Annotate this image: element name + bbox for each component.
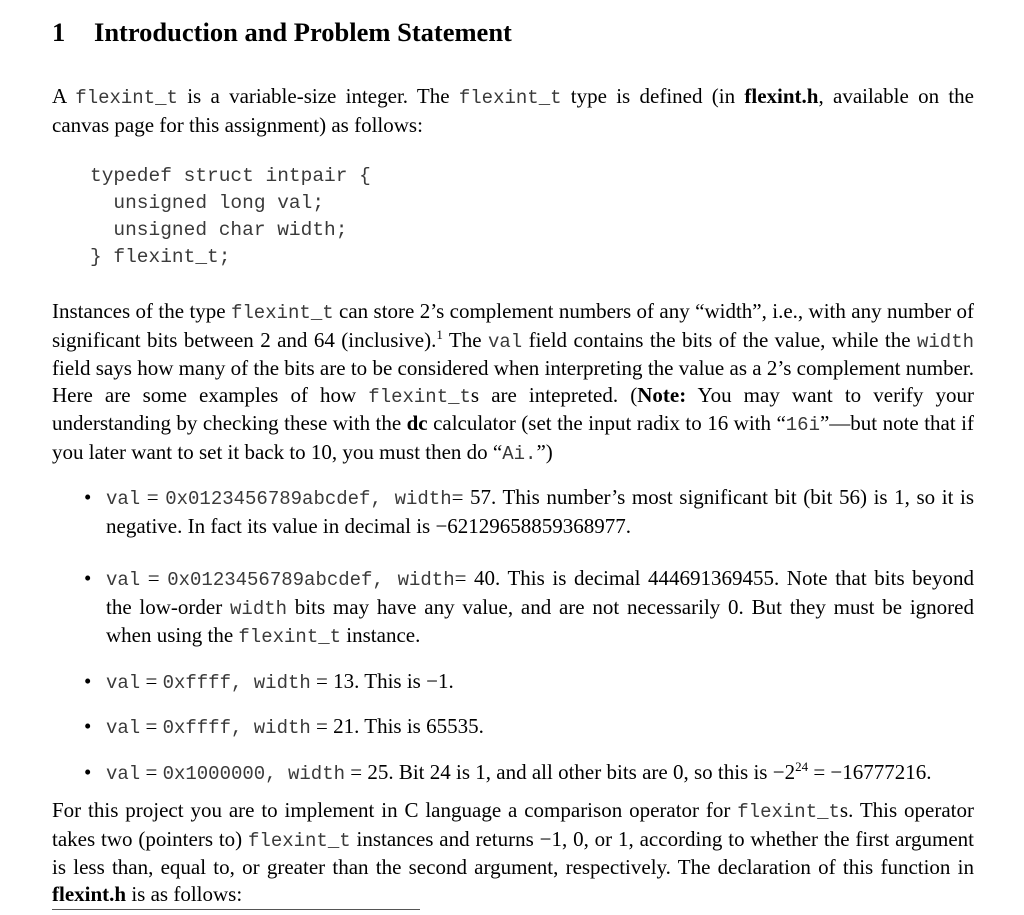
text-run: = (140, 566, 168, 590)
code-flexint-t: flexint_t (231, 302, 334, 324)
example-item (84, 713, 974, 742)
text-run: type is defined (in (561, 84, 745, 108)
text-run: = 57. This number’s most significant bit (bit 56) is 1, so it is negative. In fact its value in decimal is −62129658859368977. (106, 485, 974, 538)
code-val: val (106, 569, 141, 591)
text-run: , available on the canvas page for this assignment) as follows: (52, 84, 975, 137)
code-line: } flexint_t; (90, 246, 231, 268)
code-flexint-t: flexint_t (238, 626, 342, 648)
text-run: The (442, 327, 488, 352)
text-run: = 21. This is 65535. (310, 714, 484, 738)
text-run: = 25. Bit 24 is 1, and all other bits are 0, so this is −2 (345, 759, 796, 784)
exponent: 24 (795, 758, 809, 774)
examples-list (84, 484, 974, 787)
code-width: width (230, 597, 288, 620)
text-run: can store 2’s complement numbers of any “width”, i.e., with any number of significant bits between 2 and 64 (inclusive). (52, 299, 974, 352)
code-line: unsigned char width; (90, 219, 348, 241)
example-item (84, 484, 974, 539)
bold-filename: flexint.h (52, 881, 127, 906)
section-heading (52, 17, 512, 48)
text-run: ”) (536, 439, 553, 464)
text-run: s. This operator takes two (pointers to) (52, 798, 975, 851)
bold-dc: dc (406, 411, 428, 435)
text-run: = (140, 714, 163, 738)
example-item (84, 759, 974, 788)
code-val: val (106, 488, 141, 510)
text-run: is a variable-size integer. The (177, 84, 459, 108)
text-run: calculator (set the input radix to 16 with “ (427, 411, 786, 435)
example-item (84, 668, 974, 697)
code-value-width: 0x0123456789abcdef, width (167, 569, 455, 591)
code-value-width: 0x1000000, width (162, 762, 345, 785)
code-line: typedef struct intpair { (90, 165, 371, 187)
code-val: val (106, 762, 141, 785)
code-val: val (106, 671, 141, 694)
code-val: val (106, 717, 141, 739)
code-flexint-t: flexint_t (248, 829, 351, 852)
code-width: width (916, 330, 974, 353)
code-flexint-t: flexint_t (737, 801, 840, 823)
text-run: ”—but note that if you later want to set it back to 10, you must then do “ (52, 411, 974, 464)
bold-note: Note: (637, 382, 687, 407)
text-run: = (140, 759, 163, 784)
footnote-marker[interactable]: 1 (436, 326, 443, 342)
code-ai: Ai. (502, 442, 537, 465)
code-value-width: 0x0123456789abcdef, width (165, 488, 452, 510)
text-run: s are intepreted. ( (470, 382, 638, 407)
code-flexint-t: flexint_t (75, 87, 178, 109)
text-run: = (140, 668, 163, 693)
text-run: field says how many of the bits are to be considered when interpreting the value as a 2’s complement number. Here are some examples of how (52, 356, 974, 407)
text-run: = −16777216. (808, 759, 932, 784)
code-value-width: 0xffff, width (162, 671, 311, 694)
code-val: val (487, 330, 523, 353)
text-run: You may want to verify your understanding by checking these with the (52, 382, 974, 435)
code-value-width: 0xffff, width (162, 717, 311, 739)
text-run: A (52, 84, 76, 108)
code-flexint-t: flexint_t (458, 87, 562, 109)
text-run: instances and returns −1, 0, or 1, according to whether the first argument is less than, equal to, or greater than the second argument, respectively. The declaration of this function in (52, 826, 974, 879)
text-run: = (140, 485, 166, 509)
code-flexint-t: flexint_t (368, 385, 471, 408)
intro-paragraph (52, 83, 974, 138)
text-run: For this project you are to implement in C language a comparison operator for (52, 798, 738, 822)
text-run: = 40. This is decimal 444691369455. Note that bits beyond the low-order (106, 566, 975, 619)
text-run: Instances of the type (52, 299, 231, 323)
text-run: = 13. This is −1. (310, 668, 454, 693)
instances-paragraph (52, 298, 974, 467)
section-title: Introduction and Problem Statement (94, 17, 512, 47)
code-16i: 16i (785, 414, 820, 436)
code-block (90, 163, 371, 271)
bold-filename: flexint.h (744, 84, 819, 108)
text-run: bits may have any value, and are not necessarily 0. But they must be ignored when using the (106, 594, 974, 647)
project-paragraph (52, 797, 974, 907)
text-run: is as follows: (126, 881, 243, 906)
text-run: instance. (341, 623, 421, 647)
section-number: 1 (52, 17, 66, 47)
code-line: unsigned long val; (90, 192, 325, 214)
footnote-rule (52, 909, 420, 910)
example-item (84, 565, 974, 651)
text-run: field contains the bits of the value, while the (522, 327, 917, 352)
